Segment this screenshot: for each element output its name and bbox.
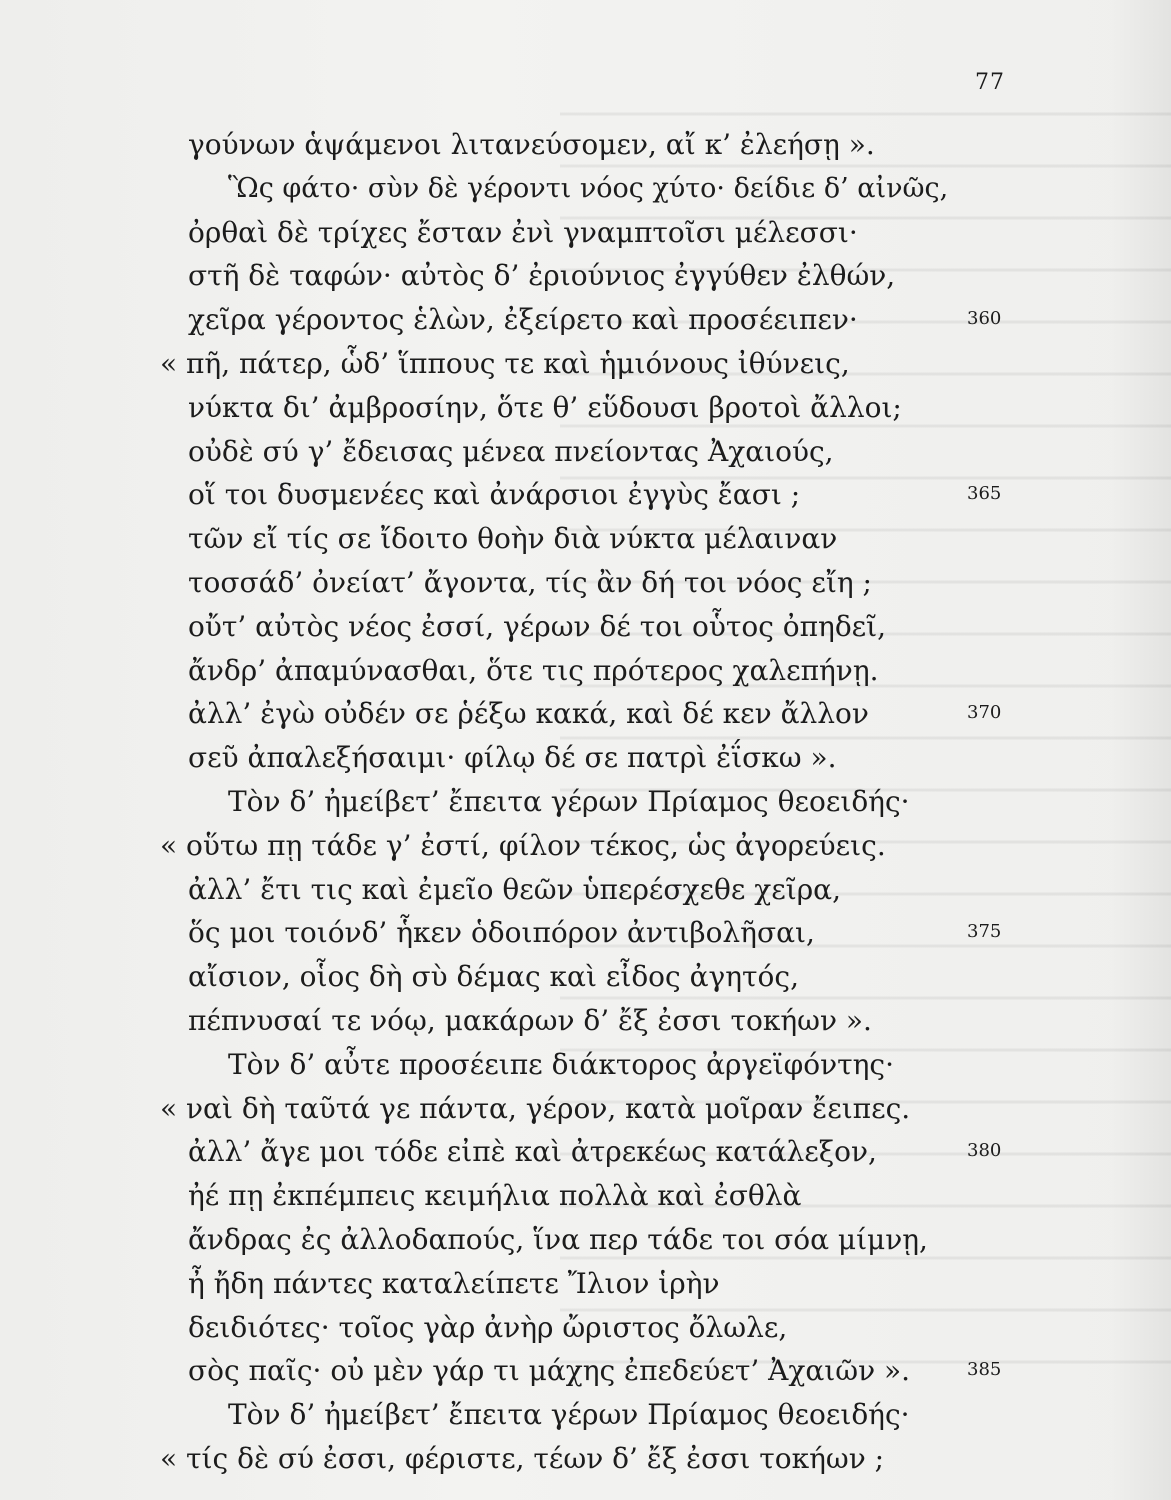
verse-line: ἀλλ’ ἔτι τις καὶ ἐμεῖο θεῶν ὑπερέσχεθε χεῖρα, [188,873,841,906]
verse-line: ἄνδρας ἐς ἀλλοδαπούς, ἵνα περ τάδε τοι σόα μίμνῃ, [188,1223,928,1256]
verse-line: δειδιότες· τοῖος γὰρ ἀνὴρ ὤριστος ὄλωλε, [188,1311,788,1344]
line-number: 375 [967,921,1002,942]
verse-line: αἴσιον, οἷος δὴ σὺ δέμας καὶ εἶδος ἀγητός, [188,960,799,993]
verse-line: οὔτ’ αὐτὸς νέος ἐσσί, γέρων δέ τοι οὗτος ὀπηδεῖ, [188,610,887,643]
verse-line: ὀρθαὶ δὲ τρίχες ἔσταν ἐνὶ γναμπτοῖσι μέλεσσι· [188,216,858,249]
verse-line: σὸς παῖς· οὐ μὲν γάρ τι μάχης ἐπεδεύετ’ Ἀχαιῶν ». [188,1354,911,1387]
verse-line: ἄνδρ’ ἀπαμύνασθαι, ὅτε τις πρότερος χαλεπήνῃ. [188,654,879,687]
verse-line: ὅς μοι τοιόνδ’ ἧκεν ὁδοιπόρον ἀντιβολῆσαι, [188,916,815,949]
verse-line: « τίς δὲ σύ ἐσσι, φέριστε, τέων δ’ ἔξ ἐσσι τοκήων ; [160,1442,885,1475]
page-edge-shadow [1111,0,1171,1500]
verse-line: « πῆ, πάτερ, ὧδ’ ἵππους τε καὶ ἡμιόνους ἰθύνεις, [160,347,850,380]
verse-line: ἀλλ’ ἐγὼ οὐδέν σε ῥέξω κακά, καὶ δέ κεν ἄλλον [188,697,869,730]
line-number: 370 [967,702,1002,723]
verse-line: τῶν εἴ τίς σε ἴδοιτο θοὴν διὰ νύκτα μέλαιναν [188,522,838,555]
verse-line: Τὸν δ’ ἠμείβετ’ ἔπειτα γέρων Πρίαμος θεοειδής· [228,785,910,818]
line-number: 365 [967,483,1002,504]
verse-line: « οὕτω πῃ τάδε γ’ ἐστί, φίλον τέκος, ὡς ἀγορεύεις. [160,829,886,862]
verse-line: γούνων ἁψάμενοι λιτανεύσομεν, αἴ κ’ ἐλεήσῃ ». [188,128,875,161]
verse-line: στῆ δὲ ταφών· αὐτὸς δ’ ἐριούνιος ἐγγύθεν ἐλθών, [188,259,896,292]
verse-line: χεῖρα γέροντος ἑλὼν, ἐξείρετο καὶ προσέειπεν· [188,303,858,336]
verse-line: οἵ τοι δυσμενέες καὶ ἀνάρσιοι ἐγγὺς ἔασι ; [188,478,801,511]
verse-line: Ὣς φάτο· σὺν δὲ γέροντι νόος χύτο· δείδιε δ’ αἰνῶς, [228,173,949,204]
verse-line: πέπνυσαί τε νόῳ, μακάρων δ’ ἔξ ἐσσι τοκήων ». [188,1004,872,1037]
verse-line: ἦ ἤδη πάντες καταλείπετε Ἴλιον ἱρὴν [188,1267,720,1300]
verse-line: « ναὶ δὴ ταῦτά γε πάντα, γέρον, κατὰ μοῖραν ἔειπες. [160,1092,911,1125]
verse-line: Τὸν δ’ ἠμείβετ’ ἔπειτα γέρων Πρίαμος θεοειδής· [228,1398,910,1431]
page-number: 77 [975,70,1005,95]
line-number: 360 [967,308,1002,329]
line-number: 380 [967,1140,1002,1161]
line-number: 385 [967,1359,1002,1380]
verse-line: ἀλλ’ ἄγε μοι τόδε εἰπὲ καὶ ἀτρεκέως κατάλεξον, [188,1135,877,1168]
verse-line: τοσσάδ’ ὀνείατ’ ἄγοντα, τίς ἂν δή τοι νόος εἴη ; [188,566,872,599]
verse-line: ἠέ πῃ ἐκπέμπεις κειμήλια πολλὰ καὶ ἐσθλὰ [188,1179,802,1212]
verse-line: νύκτα δι’ ἀμβροσίην, ὅτε θ’ εὕδουσι βροτοὶ ἄλλοι; [188,391,902,424]
verse-line: σεῦ ἀπαλεξήσαιμι· φίλῳ δέ σε πατρὶ ἐΐσκω ». [188,741,837,774]
verse-line: οὐδὲ σύ γ’ ἔδεισας μένεα πνείοντας Ἀχαιούς, [188,435,834,468]
verse-line: Τὸν δ’ αὖτε προσέειπε διάκτορος ἀργεϊφόντης· [228,1048,894,1081]
